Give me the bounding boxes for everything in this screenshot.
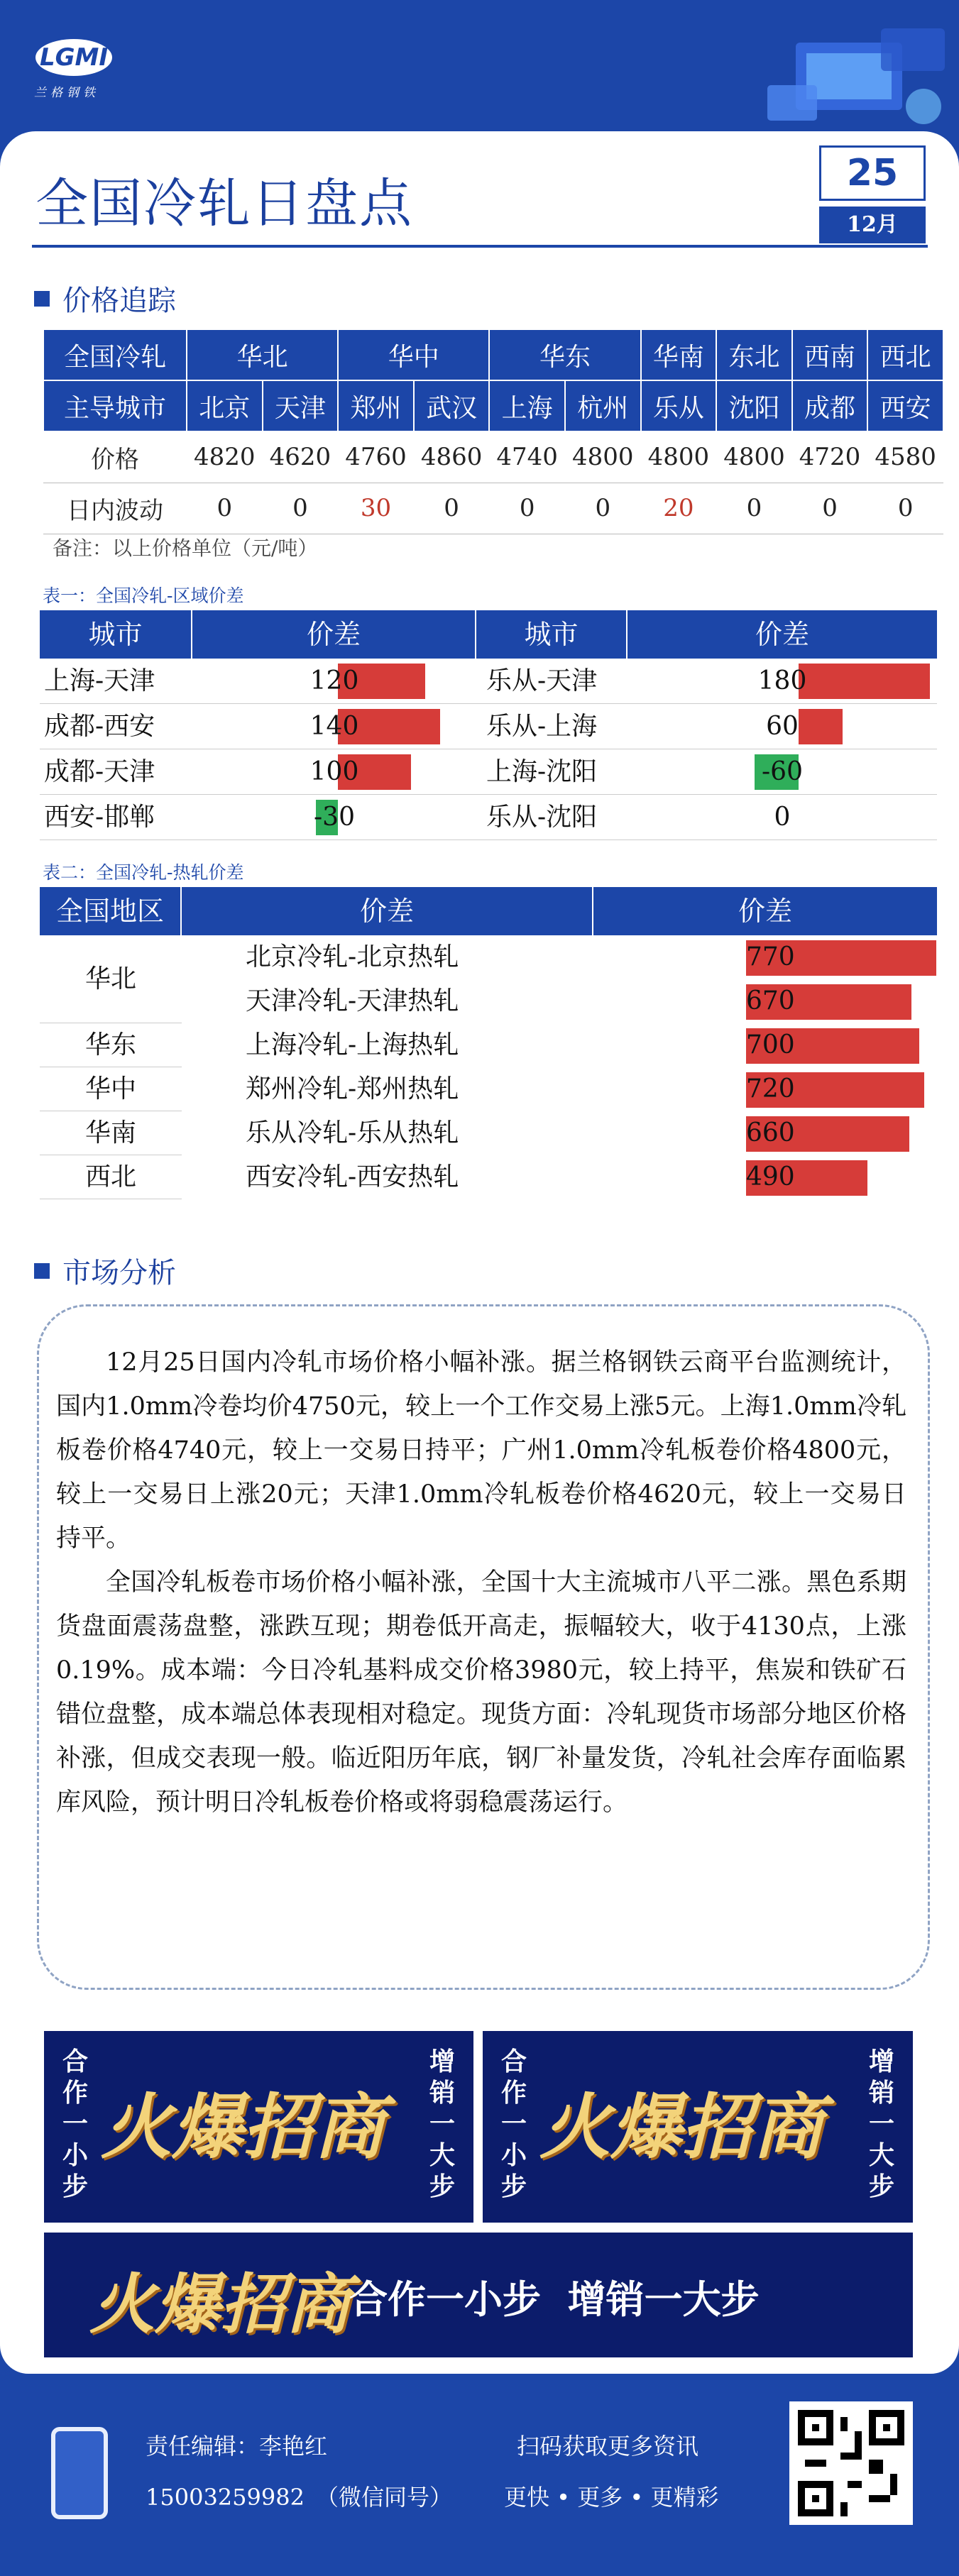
spread-value-left: [192, 795, 476, 840]
spread-value-left: [192, 659, 476, 704]
spread-number: 660: [746, 1118, 795, 1147]
pair-label: 上海-天津: [44, 666, 155, 695]
unit-note: 备注：以上价格单位（元/吨）: [53, 536, 318, 560]
spread-number: 60: [766, 711, 799, 741]
spread-value-right: [628, 749, 937, 795]
pair-label: 上海冷轧-上海热轧: [246, 1030, 459, 1059]
ad-banner-wide[interactable]: 火爆招商 合作一小步 增销一大步: [44, 2233, 913, 2357]
pair-label: 乐从-沈阳: [486, 802, 598, 832]
spread-value-right: [628, 795, 937, 840]
spread-value: [593, 1023, 937, 1067]
spread-value: [593, 1111, 937, 1155]
city-row: 主导城市 北京 天津 郑州 武汉 上海 杭州 乐从 沈阳 成都 西安: [43, 380, 943, 431]
spread-value: [593, 1155, 937, 1199]
header: [0, 0, 959, 142]
date-badge: [819, 145, 926, 245]
spread-value: [593, 1067, 937, 1111]
ad-banner-left[interactable]: 合作一小步 火爆招商 增销一大步: [44, 2031, 473, 2223]
market-analysis-text: [37, 1304, 930, 1990]
tech-illustration-icon: [746, 14, 959, 142]
analysis-paragraph-2: 全国冷轧板卷市场价格小幅补涨，全国十大主流城市八平二涨。黑色系期货盘面震荡盘整，涨跌互现；期卷低开高走，振幅较大，收于4130点，上涨0.19%。成本端：今日冷轧基料成交价格3980元，较上持平，焦炭和铁矿石错位盘整，成本端总体表现相对稳定。现货方面：冷轧现货市场部分地区价格补涨，但成交表现一般。临近阳历年底，钢厂补量发货，冷轧社会库存面临累库风险，预计明日冷轧板卷价格或将弱稳震荡运行。: [56, 1568, 906, 1817]
table2-caption: 表二：全国冷轧-热轧价差: [43, 862, 244, 883]
cold-hot-spread-table: [40, 887, 937, 1199]
pair-label: 乐从冷轧-乐从热轧: [246, 1118, 459, 1147]
section-price-heading: 价格追踪: [34, 278, 176, 319]
region-label: 华中: [40, 1067, 182, 1111]
spread-number: 120: [309, 666, 359, 695]
spread-number: 700: [746, 1030, 795, 1059]
region-label: 西北: [40, 1155, 182, 1199]
spread-number: 100: [309, 756, 359, 786]
region-label: 华北: [84, 964, 136, 993]
table-row: [40, 704, 937, 749]
table1-caption: 表一：全国冷轧-区域价差: [43, 585, 244, 606]
region-label: 华东: [40, 1023, 182, 1067]
table-row: [40, 1067, 937, 1111]
table-row: [40, 1023, 937, 1067]
date-month: 12月: [819, 207, 926, 243]
regional-spread-table: [40, 610, 937, 840]
qr-code-icon[interactable]: [789, 2401, 913, 2525]
logo: LGMI: [35, 39, 112, 76]
square-bullet-icon: [34, 291, 50, 307]
table-row: [40, 795, 937, 840]
change-row: 日内波动 0 0 30 0 0 0 20 0 0 0: [43, 483, 943, 534]
pair-label: 上海-沈阳: [486, 756, 598, 786]
section-market-heading: 市场分析: [34, 1250, 176, 1291]
table1-body: [40, 659, 937, 840]
table1-header: 城市 价差 城市 价差: [40, 610, 937, 659]
pair-label: 成都-天津: [44, 756, 155, 786]
spread-number: 490: [746, 1162, 795, 1191]
pair-label: 郑州冷轧-郑州热轧: [246, 1074, 459, 1103]
qr-pattern-icon: [798, 2410, 904, 2516]
phone-icon: [51, 2427, 108, 2519]
pair-label: 北京冷轧-北京热轧: [246, 942, 459, 971]
spread-number: 0: [774, 802, 791, 832]
pair-label: 西安-邯郸: [44, 802, 155, 832]
spread-value: [593, 979, 937, 1023]
spread-number: 720: [746, 1074, 795, 1103]
pair-label: 乐从-天津: [486, 666, 598, 695]
logo-subtitle: 兰格钢铁: [34, 86, 99, 100]
table-row: [40, 659, 937, 704]
ad-banner-right[interactable]: 合作一小步 火爆招商 增销一大步: [483, 2031, 913, 2223]
price-row: 价格 4820 4620 4760 4860 4740 4800 4800 4800 4720 4580: [43, 431, 943, 483]
editor: 责任编辑：李艳红: [146, 2433, 328, 2460]
pair-label: 天津冷轧-天津热轧: [246, 986, 459, 1015]
analysis-paragraph-1: 12月25日国内冷轧市场价格小幅补涨。据兰格钢铁云商平台监测统计，国内1.0mm冷卷均价4750元，较上一个工作交易上涨5元。上海1.0mm冷轧板卷价格4740元，较上一交易日持平；广州1.0mm冷轧板卷价格4800元，较上一交易日上涨20元；天津1.0mm冷轧板卷价格4620元，较上一交易日持平。: [56, 1348, 906, 1553]
spread-value-left: [192, 704, 476, 749]
table-row: [40, 935, 937, 993]
table-row: [40, 1155, 937, 1199]
region-row: 全国冷轧 华北 华中 华东 华南 东北 西南 西北: [43, 329, 943, 380]
spread-number: 140: [309, 711, 359, 741]
pair-label: 成都-西安: [44, 711, 155, 741]
table-row: [40, 749, 937, 795]
table-row: [40, 1111, 937, 1155]
spread-number: 670: [746, 986, 795, 1015]
pair-label: 西安冷轧-西安热轧: [246, 1162, 459, 1191]
spread-number: 180: [757, 666, 807, 695]
scan-tip: 扫码获取更多资讯: [517, 2433, 699, 2460]
spread-value-right: [628, 659, 937, 704]
pair-label: 乐从-上海: [486, 711, 598, 741]
slogan: 更快 • 更多 • 更精彩: [504, 2484, 719, 2511]
spread-number: -30: [314, 802, 355, 832]
spread-number: -60: [762, 756, 803, 786]
spread-number: 770: [746, 942, 795, 971]
spread-value-right: [628, 704, 937, 749]
price-table: [43, 329, 944, 534]
title-divider: [32, 245, 928, 248]
contact-phone: 15003259982 （微信同号）: [146, 2484, 452, 2511]
square-bullet-icon: [34, 1263, 50, 1279]
date-day: 25: [819, 145, 926, 201]
table2-body: [40, 935, 937, 1199]
spread-value-left: [192, 749, 476, 795]
spread-value: [593, 935, 937, 979]
region-label: 华南: [40, 1111, 182, 1155]
table2-header: 全国地区 价差 价差: [40, 887, 937, 935]
page-title: 全国冷轧日盘点: [35, 173, 413, 234]
